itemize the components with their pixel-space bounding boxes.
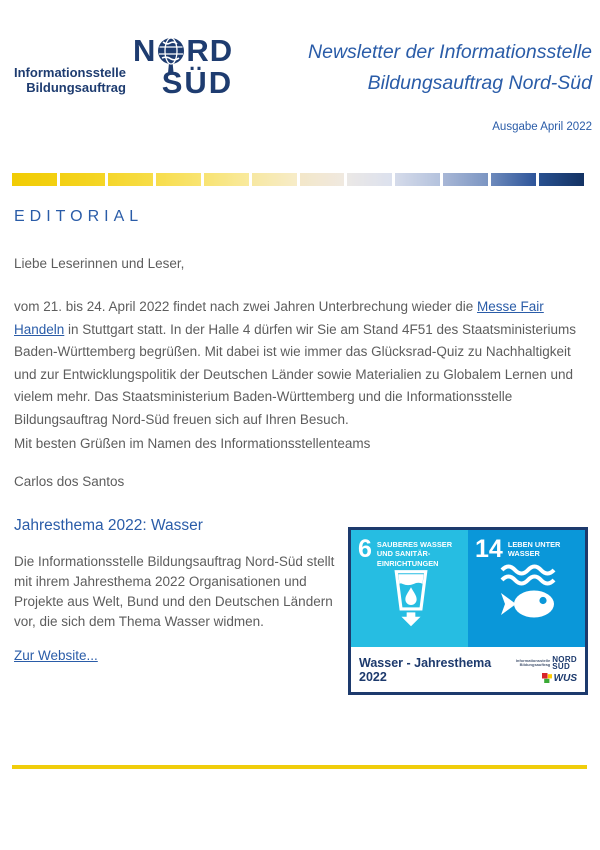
sdg-card-caption-row (351, 647, 585, 692)
mini-nordsud-top: NORD (552, 654, 577, 664)
paragraph-text-before-link: vom 21. bis 24. April 2022 findet nach zwei Jahren Unterbrechung wieder die (14, 299, 478, 314)
mini-nordsud-side-line1: Informationsstelle (515, 657, 551, 663)
gradient-bar-segment (347, 173, 392, 186)
sdg-tiles (351, 530, 585, 647)
logo-word-nord (132, 33, 234, 68)
logo-side-line2: Bildungsauftrag (26, 80, 126, 95)
globe-icon (157, 37, 185, 65)
gradient-bar (12, 173, 584, 186)
sdg-card-caption: Wasser - Jahresthema 2022 (359, 655, 492, 684)
logo-word-sued: SÜD (161, 65, 234, 100)
sdg14-header (475, 537, 580, 561)
yellow-divider (12, 765, 587, 769)
sdg14-number: 14 (475, 535, 503, 563)
signature: Carlos dos Santos (14, 474, 125, 489)
gradient-bar-segment (156, 173, 201, 186)
logo-side-line1: Informationsstelle (14, 65, 126, 80)
issue-label: Ausgabe April 2022 (492, 121, 592, 133)
logo-letter-n: N (132, 33, 157, 68)
logo-side-text (14, 65, 126, 95)
gradient-bar-segment (108, 173, 153, 186)
sdg14-tile (468, 530, 585, 647)
sdg14-label-line2: WASSER (507, 549, 540, 559)
sdg6-number: 6 (358, 535, 372, 563)
jahresthema-body: Die Informationsstelle Bildungsauftrag Nord-Süd stellt mit ihrem Jahresthema 2022 Organisationen und Projekte aus Welt, Bund und den Deutschen Ländern vor, die sich dem Thema Wasser widmen. (14, 554, 335, 629)
closing-line: Mit besten Grüßen im Namen des Informationsstellenteams (14, 436, 371, 451)
logo-wordmark (132, 33, 234, 100)
editorial-heading: EDITORIAL (14, 208, 144, 225)
sdg6-icon-wrap (358, 569, 463, 635)
nordsud-logo (14, 33, 234, 100)
gradient-bar-segment (60, 173, 105, 186)
wus-wordmark: WUS (553, 672, 577, 684)
gradient-bar-segment (204, 173, 249, 186)
wus-logo (542, 673, 577, 684)
messe-fair-handeln-link[interactable]: Messe Fair Handeln (14, 299, 544, 337)
sdg-card (348, 527, 588, 695)
mini-nordsud-logo (516, 656, 577, 671)
gradient-bar-segment (539, 173, 584, 186)
paragraph-text-after-link: in Stuttgart statt. In der Halle 4 dürfen wir Sie am Stand 4F51 des Staatsministeriums Baden-Württemberg begrüßen. Mit dabei ist wie immer das Glücksrad-Quiz zu Nachhaltigkeit und zur Entwicklungspolitik der Deutschen Länder sowie Materialien zu Globalem Lernen und vielem mehr. Das Staatsministerium Baden-Württemberg und die Informationsstelle Bildungsauftrag Nord-Süd freuen sich auf Ihren Besuch. (14, 321, 577, 427)
mini-nordsud-side-line2: Bildungsauftrag (519, 662, 551, 667)
newsletter-title-line2: Bildungsauftrag Nord-Süd (367, 72, 592, 94)
sdg6-tile (351, 530, 468, 647)
editorial-paragraph (14, 296, 592, 431)
water-glass-icon (385, 569, 437, 635)
sdg14-icon-wrap (475, 562, 580, 624)
zur-website-link[interactable]: Zur Website... (14, 648, 98, 663)
gradient-bar-segment (491, 173, 536, 186)
sdg14-label-line1: LEBEN UNTER (507, 540, 561, 549)
sdg6-label-line1: SAUBERES WASSER (376, 540, 453, 549)
wus-mark-icon (542, 673, 552, 683)
sdg-card-logos (516, 656, 577, 684)
sdg6-label (377, 540, 452, 568)
mini-nordsud-bottom: SÜD (552, 662, 571, 671)
jahresthema-heading: Jahresthema 2022: Wasser (14, 517, 203, 534)
gradient-bar-segment (12, 173, 57, 186)
sdg6-label-line3: EINRICHTUNGEN (376, 558, 439, 568)
gradient-bar-segment (443, 173, 488, 186)
newsletter-title (308, 37, 592, 99)
salutation: Liebe Leserinnen und Leser, (14, 256, 185, 271)
fish-waves-icon (493, 562, 563, 624)
sdg6-header (358, 537, 463, 568)
mini-nordsud-wordmark (552, 656, 577, 671)
gradient-bar-segment (252, 173, 297, 186)
mini-nordsud-side-text (516, 659, 550, 668)
sdg6-label-line2: UND SANITÄR- (376, 549, 431, 559)
gradient-bar-segment (300, 173, 345, 186)
gradient-bar-segment (395, 173, 440, 186)
logo-letters-rd: RD (186, 33, 234, 68)
sdg14-label (508, 540, 561, 561)
newsletter-title-line1: Newsletter der Informationsstelle (308, 41, 592, 63)
